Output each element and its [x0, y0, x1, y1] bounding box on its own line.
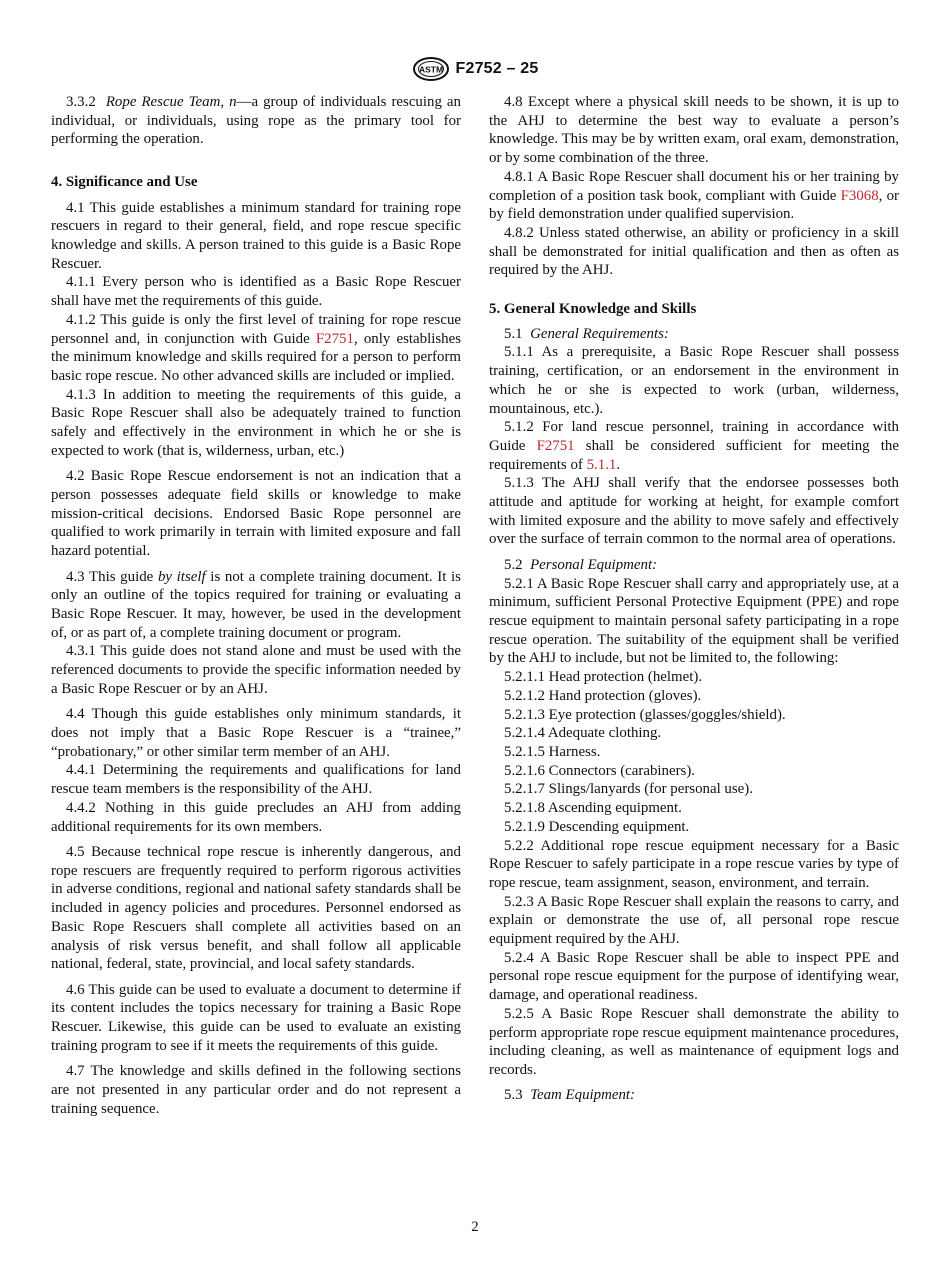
paragraph-4-3-1: 4.3.1 This guide does not stand alone and must be used with the referenced documents to provide the specific information needed by a Basic Rope Rescuer or by an AHJ.: [51, 643, 461, 697]
paragraph-5-2-1: 5.2.1 A Basic Rope Rescuer shall carry and appropriately use, at a minimum, sufficient Personal Protective Equipment (PPE) and rope rescue equipment to maintain personal safety participating in a rope rescue operation. The suitability of the equipment shall be verified by the AHJ to include, but not be limited to, the following:: [489, 575, 899, 667]
paragraph-4-8-2: 4.8.2 Unless stated otherwise, an ability or proficiency in a skill shall be demonstrated for initial qualification and then as often as required by the AHJ.: [489, 224, 899, 279]
list-item: 5.2.1.3 Eye protection (glasses/goggles/shield).: [504, 706, 786, 723]
paragraph-5-1-3: 5.1.3 The AHJ shall verify that the endorsee possesses both attitude and aptitude for working at height, for example comfort with limited exposure and the ability to move safely and effectively over the surface of terrain common to the normal area of operations.: [489, 475, 899, 548]
reference-link-5-1-1[interactable]: 5.1.1: [586, 456, 617, 473]
list-item: 5.2.1.8 Ascending equipment.: [504, 800, 682, 817]
left-column: [51, 93, 461, 1118]
paragraph-4-3: 4.3 This guide by itself is not a complete training document. It is only an outline of the topics required for training or evaluating a Basic Rope Rescuer. It may, however, be used in the development of, or as part of, a complete training document or program.: [51, 568, 461, 641]
reference-link-f2751-right[interactable]: F2751: [536, 437, 575, 454]
paragraph-4-1: 4.1 This guide establishes a minimum standard for training rope rescuers in regard to their general, field, and rope rescue specific knowledge and skills. A person trained to this guide is a Basic Rope Rescuer.: [51, 199, 461, 272]
list-item: 5.2.1.6 Connectors (carabiners).: [504, 762, 696, 779]
astm-logo-icon: [412, 57, 450, 81]
paragraph-5-1: 5.1 General Requirements:: [504, 325, 669, 342]
document-id: F2752 – 25: [455, 60, 539, 77]
svg-text:ASTM: ASTM: [418, 64, 443, 75]
paragraph-4-4: 4.4 Though this guide establishes only minimum standards, it does not imply that a Basic Rope Rescuer is a “trainee,” “probationary,” or other similar term member of an AHJ.: [51, 706, 461, 760]
paragraph-4-6: 4.6 This guide can be used to evaluate a document to determine if its content includes the topics necessary for training a Basic Rope Rescuer. Likewise, this guide can be used to evaluate an existing training program to see if it meets the requirements of this guide.: [51, 981, 461, 1054]
paragraph-5-1-2: 5.1.2 For land rescue personnel, training in accordance with Guide F2751 shall be considered sufficient for meeting the requirements of 5.1.1.: [489, 419, 899, 473]
paragraph-5-2-4: 5.2.4 A Basic Rope Rescuer shall be able to inspect PPE and personal rope rescue equipment for the purpose of identifying wear, damage, and operational readiness.: [489, 949, 899, 1004]
page-number: 2: [471, 1219, 479, 1235]
paragraph-5-2-5: 5.2.5 A Basic Rope Rescuer shall demonstrate the ability to perform appropriate rope rescue equipment maintenance procedures, including cleaning, as well as maintenance of equipment logs and records.: [489, 1005, 899, 1078]
paragraph-5-3: 5.3 Team Equipment:: [504, 1087, 635, 1104]
section-heading-4: 4. Significance and Use: [51, 174, 198, 191]
paragraph-4-7: 4.7 The knowledge and skills defined in the following sections are not presented in any particular order and do not represent a training sequence.: [51, 1063, 461, 1117]
paragraph-4-1-1: 4.1.1 Every person who is identified as a Basic Rope Rescuer shall have met the requirements of this guide.: [51, 274, 461, 310]
list-item: 5.2.1.5 Harness.: [504, 744, 601, 760]
paragraph-4-4-2: 4.4.2 Nothing in this guide precludes an AHJ from adding additional requirements for its own members.: [51, 799, 461, 835]
paragraph-4-8-1: 4.8.1 A Basic Rope Rescuer shall document his or her training by completion of a position task book, compliant with Guide F3068, or by field demonstration under qualified supervision.: [489, 168, 899, 223]
list-item: 5.2.1.9 Descending equipment.: [504, 818, 690, 835]
list-item: 5.2.1.1 Head protection (helmet).: [504, 669, 703, 686]
list-item: 5.2.1.7 Slings/lanyards (for personal use).: [504, 781, 753, 798]
paragraph-4-2: 4.2 Basic Rope Rescue endorsement is not an indication that a person possesses adequate field skills or knowledge to make mission-critical decisions. Endorsed Basic Rope personnel are qualified to work primarily in terrain with limited exposure and fall hazard potential.: [51, 468, 461, 560]
page-header: [0, 56, 950, 82]
section-heading-5: 5. General Knowledge and Skills: [489, 301, 697, 318]
paragraph-5-2-2: 5.2.2 Additional rope rescue equipment necessary for a Basic Rope Rescuer to safely participate in a rope rescue varies by type of rope rescue, team assignment, season, environment, and terrain.: [489, 837, 899, 891]
paragraph-5-2: 5.2 Personal Equipment:: [504, 556, 658, 573]
paragraph-3-3-2: 3.3.2 Rope Rescue Team, n—a group of individuals rescuing an individual, or individuals, using rope as the primary tool for performing the operation.: [51, 94, 461, 148]
reference-link-f2751[interactable]: F2751: [315, 330, 354, 347]
right-column: [489, 93, 899, 1105]
reference-link-f3068[interactable]: F3068: [840, 187, 879, 204]
paragraph-4-1-3: 4.1.3 In addition to meeting the requirements of this guide, a Basic Rope Rescuer shall also be adequately trained to function safely and effectively in the environment in which he or she is expected to work (that is, wilderness, urban, etc.): [51, 386, 461, 459]
paragraph-4-5: 4.5 Because technical rope rescue is inherently dangerous, and rope rescuers are frequently required to perform rigorous activities in adverse conditions, regional and national safety standards shall be included in agency policies and procedures. Personnel endorsed as Basic Rope Rescuers shall complete all activities based on an analysis of risk versus benefit, and shall follow all applicable national, federal, state, provincial, and local safety standards.: [51, 844, 461, 973]
paragraph-5-1-1: 5.1.1 As a prerequisite, a Basic Rope Rescuer shall possess training, certification, or an endorsement in the environment in which he or she is expected to work (urban, wilderness, mountainous, etc.).: [489, 344, 899, 417]
paragraph-4-4-1: 4.4.1 Determining the requirements and qualifications for land rescue team members is the responsibility of the AHJ.: [51, 762, 461, 798]
paragraph-4-8: 4.8 Except where a physical skill needs to be shown, it is up to the AHJ to determine the best way to evaluate a person’s knowledge. This may be by written exam, oral exam, demonstration, or by some combination of the three.: [489, 94, 899, 167]
paragraph-5-2-3: 5.2.3 A Basic Rope Rescuer shall explain the reasons to carry, and explain or demonstrate the use of, all personal rope rescue equipment required by the AHJ.: [489, 893, 899, 948]
paragraph-4-1-2: 4.1.2 This guide is only the first level of training for rope rescue personnel and, in conjunction with Guide F2751, only establishes the minimum knowledge and skills required for a person to perform basic rope rescue. No other advanced skills are included or implied.: [51, 311, 461, 384]
list-item: 5.2.1.4 Adequate clothing.: [504, 725, 662, 742]
list-item: 5.2.1.2 Hand protection (gloves).: [504, 687, 702, 704]
